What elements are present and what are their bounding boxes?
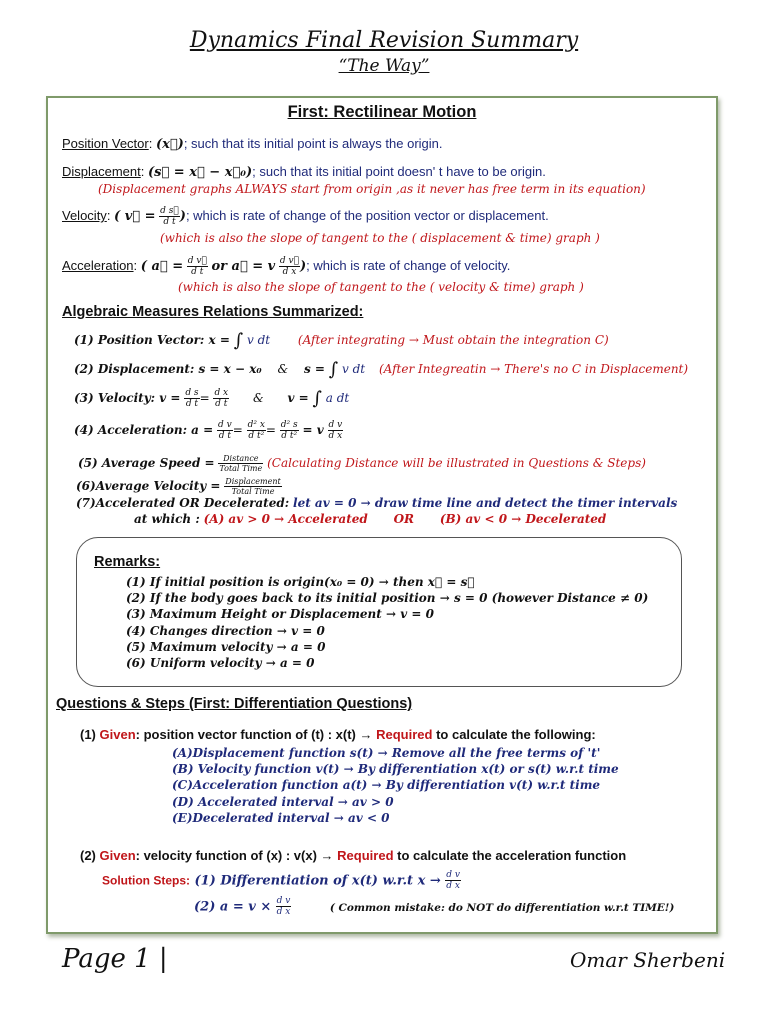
- relation-3-integrand: a dt: [325, 391, 350, 405]
- velocity-symbol-post: ): [179, 208, 186, 224]
- relation-6-frac: [224, 477, 281, 496]
- relation-3-frac-1: [184, 388, 199, 409]
- relation-7-b: (B) av < 0 → Decelerated: [439, 512, 607, 526]
- displacement-line: Displacement: (s⃗ = x⃗ − x⃗₀); such that its initial point doesn' t have to be origin.: [62, 164, 546, 180]
- position-vector-label: Position Vector: [62, 136, 149, 151]
- relation-1: [74, 330, 609, 351]
- relation-4-f1-den: d t: [218, 431, 231, 441]
- question-2-line: [80, 848, 626, 863]
- velocity-frac-den: d t: [163, 217, 176, 227]
- step-1-frac-num: d v: [446, 870, 460, 880]
- relation-2-amp: &: [277, 362, 289, 376]
- velocity-frac-num: d s⃗: [160, 206, 179, 216]
- integral-sign-icon: ∫: [312, 388, 322, 409]
- relation-4-f2-den: d t²: [248, 431, 265, 441]
- relation-1-text: (1) Position Vector: x =: [74, 333, 230, 347]
- remark-item: (3) Maximum Height or Displacement → v = 0: [126, 607, 434, 621]
- question-2-given: Given: [99, 848, 136, 863]
- relation-7-a: (A) av > 0 → Accelerated: [203, 512, 368, 526]
- relation-4: (4) Acceleration: a = $\frac{\text{d v}}{\text{d t}}$ = $\frac{\text{d² x}}{\text{d t²}}$ = $\frac{\text{d² s}}{\text{d t²}}$ = v $\frac{\text{d v}}{\text{d x}}$: [74, 420, 343, 441]
- relation-4-frac-4: [328, 420, 344, 441]
- acceleration-fraction-2: [279, 256, 300, 277]
- relation-4-f4-den: d x: [328, 431, 343, 441]
- relation-4-frac-1: [217, 420, 233, 441]
- relation-6-num: Displacement: [225, 477, 281, 486]
- relation-7-or: OR: [393, 512, 415, 526]
- question-1-item: (E)Decelerated interval → av < 0: [172, 811, 390, 825]
- relation-7-text: (7)Accelerated OR Decelerated:: [76, 496, 290, 510]
- author-name: Omar Sherbeni: [570, 948, 726, 972]
- acceleration-note: (which is also the slope of tangent to the ( velocity & time) graph ): [178, 280, 584, 294]
- solution-step-1-text: (1) Differentiation of x(t) w.r.t x →: [194, 873, 441, 889]
- relation-3-f2-den: d t: [215, 399, 228, 409]
- question-1-line: [80, 727, 596, 742]
- acceleration-frac1-den: d t: [191, 267, 204, 277]
- relation-3-amp: &: [252, 391, 264, 405]
- question-1-item: (B) Velocity function v(t) → By differentiation x(t) or s(t) w.r.t time: [172, 762, 619, 776]
- displacement-desc: ; such that its initial point doesn' t have to be origin.: [252, 164, 546, 179]
- remark-item: (5) Maximum velocity → a = 0: [126, 640, 326, 654]
- relation-5-text: (5) Average Speed =: [78, 456, 215, 470]
- relation-6: [76, 477, 282, 496]
- relation-4-frac-3: [280, 420, 299, 441]
- relation-7-rest: let av = 0 → draw time line and detect the timer intervals: [293, 496, 678, 510]
- question-2-num: (2): [80, 848, 96, 863]
- relation-4-f3-num: d² s: [280, 420, 298, 430]
- relation-3-f1-num: d s: [185, 388, 199, 398]
- displacement-note: (Displacement graphs ALWAYS start from origin ,as it never has free term in its equation): [98, 182, 646, 196]
- question-2-text: : velocity function of (x) : v(x) →: [135, 848, 334, 863]
- relation-7: [76, 496, 677, 510]
- acceleration-desc: ; which is rate of change of velocity.: [306, 257, 511, 273]
- relation-6-text: (6)Average Velocity =: [76, 479, 221, 493]
- remark-item: (2) If the body goes back to its initial position → s = 0 (however Distance ≠ 0): [126, 591, 649, 605]
- relation-4-f1-num: d v: [218, 420, 232, 430]
- relation-7-cases: [134, 512, 606, 526]
- question-2-required: Required: [337, 848, 394, 863]
- remark-item: (1) If initial position is origin(x₀ = 0) → then x⃗ = s⃗: [126, 575, 475, 589]
- position-vector-desc: ; such that its initial point is always the origin.: [183, 136, 443, 151]
- solution-step-2-text: (2) a = v ×: [194, 899, 272, 915]
- relation-3-frac-2: [213, 388, 229, 409]
- relation-2: [74, 359, 688, 380]
- relation-5-frac: [218, 454, 263, 473]
- question-1-num: (1): [80, 727, 96, 742]
- question-1-item: (D) Accelerated interval → av > 0: [172, 795, 394, 809]
- step-2-frac-den: d x: [276, 907, 291, 917]
- solution-step-1-frac: [445, 870, 461, 891]
- relation-3-f1-den: d t: [185, 399, 199, 409]
- remarks-title: Remarks:: [94, 554, 161, 570]
- relation-4-f2-num: d² x: [247, 420, 265, 430]
- relation-1-note: (After integrating → Must obtain the integration C): [297, 333, 609, 347]
- velocity-symbol-pre: ( v⃗ =: [114, 208, 156, 224]
- acceleration-frac1-num: d v⃗: [187, 256, 207, 266]
- relation-4-f3-den: d t²: [281, 431, 298, 441]
- integral-sign-icon: ∫: [328, 359, 339, 380]
- question-1-required: Required: [376, 727, 433, 742]
- relation-4-v-mul: = v: [302, 423, 324, 437]
- integral-sign-icon: ∫: [233, 330, 244, 351]
- algebraic-title: Algebraic Measures Relations Summarized:: [62, 304, 364, 320]
- relation-5-den: Total Time: [219, 464, 263, 473]
- relation-2-s-eq: s =: [303, 362, 325, 376]
- relation-7-at: at which :: [134, 512, 200, 526]
- step-1-frac-den: d x: [446, 881, 460, 891]
- questions-title: Questions & Steps (First: Differentiation Questions): [56, 696, 413, 712]
- solution-step-2-frac: [276, 896, 292, 917]
- acceleration-frac2-num: d v⃗: [279, 256, 299, 266]
- acceleration-fraction-1: [187, 256, 208, 277]
- relation-4-frac-2: [247, 420, 266, 441]
- relation-4-text: (4) Acceleration: a =: [74, 423, 214, 437]
- question-1-tail: to calculate the following:: [436, 727, 596, 742]
- relation-6-den: Total Time: [231, 487, 275, 496]
- displacement-label: Displacement: [62, 164, 141, 179]
- question-1-text: : position vector function of (t) : x(t) →: [135, 727, 373, 742]
- acceleration-label: Acceleration: [62, 257, 134, 273]
- relation-3-text: (3) Velocity: v =: [74, 391, 181, 405]
- relation-1-integrand: v dt: [246, 333, 271, 347]
- relation-3-v-eq: v =: [287, 391, 309, 405]
- acceleration-line: Acceleration: ( a⃗ = $\frac{\text{d v⃗}}{\text{d t}}$ or a⃗ = v $\frac{\text{d v⃗}}{\text{d x}}$ ); which is rate of change of velocity.: [62, 256, 511, 277]
- position-vector-symbol: (x⃗): [155, 137, 184, 152]
- remark-item: (6) Uniform velocity → a = 0: [126, 656, 315, 670]
- page-title: Dynamics Final Revision Summary: [189, 28, 579, 53]
- acceleration-symbol-mid: or a⃗ = v: [211, 258, 276, 274]
- relation-3: (3) Velocity: v = $\frac{\text{d s}}{\text{d t}}$ = $\frac{\text{d x}}{\text{d t}}$ & v = ∫ a dt: [74, 388, 350, 409]
- question-1-item: (A)Displacement function s(t) → Remove all the free terms of 't': [172, 746, 601, 760]
- solution-step-2: [194, 896, 674, 917]
- section-title: First: Rectilinear Motion: [287, 103, 477, 121]
- velocity-fraction: [159, 206, 180, 227]
- displacement-symbol: (s⃗ = x⃗ − x⃗₀): [148, 165, 253, 180]
- page-subtitle: “The Way”: [338, 56, 430, 76]
- solution-steps-label: Solution Steps:: [102, 873, 190, 888]
- acceleration-symbol-pre: ( a⃗ =: [140, 258, 184, 274]
- relation-5: [78, 454, 646, 473]
- relation-2-text: (2) Displacement: s = x − x₀: [74, 362, 262, 376]
- relation-4-f4-num: d v: [328, 420, 343, 430]
- velocity-label: Velocity: [62, 207, 107, 223]
- relation-2-note: (After Integreatin → There's no C in Displacement): [378, 362, 689, 376]
- question-2-tail: to calculate the acceleration function: [397, 848, 627, 863]
- common-mistake-note: ( Common mistake: do NOT do differentiation w.r.t TIME!): [329, 901, 675, 914]
- solution-step-1: [102, 870, 461, 891]
- page-number: Page 1 |: [62, 944, 168, 974]
- acceleration-symbol-post: ): [299, 258, 307, 274]
- relation-2-integrand: v dt: [342, 362, 366, 376]
- acceleration-frac2-den: d x: [282, 267, 297, 277]
- question-1-item: (C)Acceleration function a(t) → By differentiation v(t) w.r.t time: [172, 778, 601, 792]
- step-2-frac-num: d v: [276, 896, 291, 906]
- velocity-note: (which is also the slope of tangent to the ( displacement & time) graph ): [160, 231, 600, 245]
- relation-5-num: Distance: [218, 454, 263, 464]
- question-1-given: Given: [99, 727, 136, 742]
- relation-5-note: (Calculating Distance will be illustrated in Questions & Steps): [267, 456, 646, 470]
- velocity-line: Velocity: ( v⃗ = $\frac{\text{d s⃗}}{\text{d t}}$ ); which is rate of change of the position vector or displacement.: [62, 206, 549, 227]
- remark-item: (4) Changes direction → v = 0: [126, 624, 325, 638]
- velocity-desc: ; which is rate of change of the position vector or displacement.: [185, 207, 549, 223]
- relation-3-f2-num: d x: [214, 388, 229, 398]
- position-vector-line: Position Vector: (x⃗); such that its initial point is always the origin.: [62, 136, 443, 152]
